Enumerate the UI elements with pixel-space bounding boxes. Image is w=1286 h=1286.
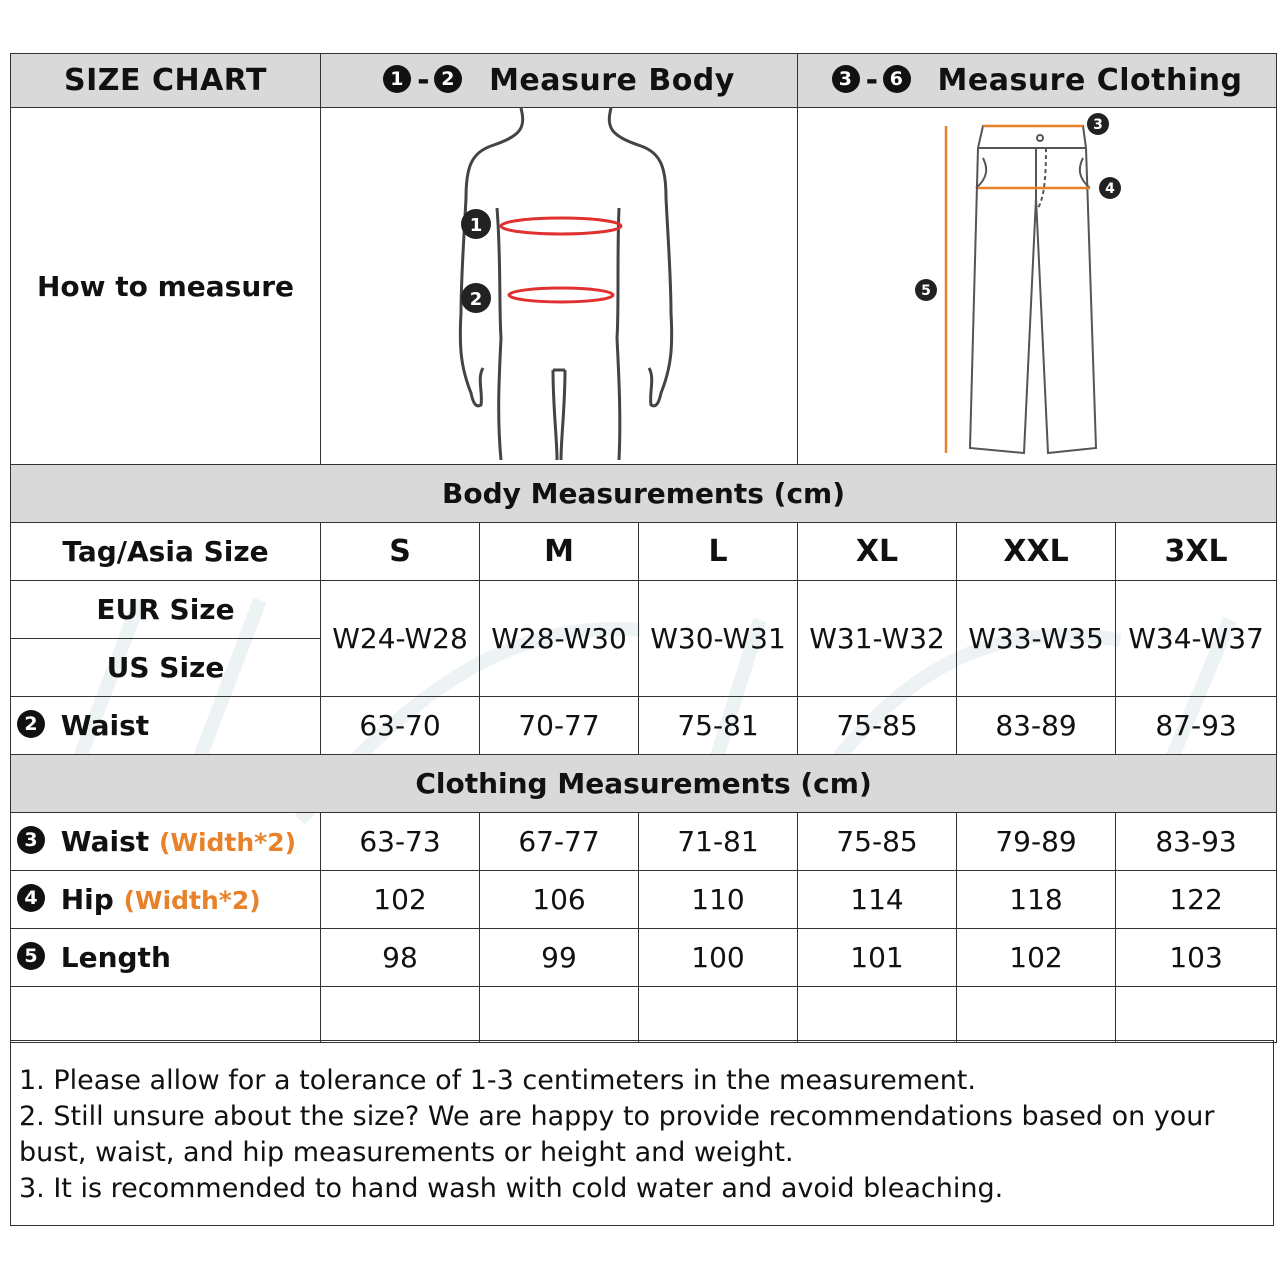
body-waist-3xl: 87-93 — [1116, 697, 1277, 755]
clothing-hip-xl: 114 — [798, 871, 957, 929]
clothing-waist-s: 63-73 — [321, 813, 480, 871]
size-chart-title: SIZE CHART — [11, 54, 321, 108]
waist-range-3xl: W34-W37 — [1116, 581, 1277, 697]
size-xxl: XXL — [957, 523, 1116, 581]
size-s: S — [321, 523, 480, 581]
notes-box — [10, 1040, 1274, 1226]
size-xl: XL — [798, 523, 957, 581]
clothing-waist-row — [11, 813, 1277, 871]
eur-size-label: EUR Size — [11, 581, 321, 639]
body-waist-row — [11, 697, 1277, 755]
clothing-hip-row — [11, 871, 1277, 929]
clothing-length-label: 5 Length — [11, 929, 321, 987]
marker-2: 2 — [469, 289, 483, 310]
body-measurements-title: Body Measurements (cm) — [11, 465, 1277, 523]
clothing-waist-l: 71-81 — [639, 813, 798, 871]
empty-row — [11, 987, 1277, 1043]
number-5-icon: 5 — [17, 942, 45, 970]
tag-size-label: Tag/Asia Size — [11, 523, 321, 581]
number-2-icon: 2 — [17, 710, 45, 738]
clothing-waist-label: 3 Waist (Width*2) — [11, 813, 321, 871]
clothing-hip-label: 4 Hip (Width*2) — [11, 871, 321, 929]
number-6-icon: 6 — [883, 65, 911, 93]
note-2: 2. Still unsure about the size? We are happy to provide recommendations based on your bust, waist, and hip measurements or height and weight. — [19, 1101, 1215, 1168]
clothing-length-s: 98 — [321, 929, 480, 987]
note-3: 3. It is recommended to hand wash with cold water and avoid bleaching. — [19, 1173, 1004, 1204]
body-diagram — [321, 108, 798, 465]
clothing-measurements-title: Clothing Measurements (cm) — [11, 755, 1277, 813]
waist-range-s: W24-W28 — [321, 581, 480, 697]
clothing-waist-m: 67-77 — [480, 813, 639, 871]
number-3-icon: 3 — [17, 826, 45, 854]
waist-range-xxl: W33-W35 — [957, 581, 1116, 697]
measure-clothing-label: Measure Clothing — [937, 63, 1243, 98]
body-waist-l: 75-81 — [639, 697, 798, 755]
size-m: M — [480, 523, 639, 581]
pants-figure-icon — [798, 108, 1276, 460]
clothing-length-l: 100 — [639, 929, 798, 987]
marker-5: 5 — [921, 283, 931, 299]
measure-body-header: 1 - 2 Measure Body — [321, 54, 798, 108]
clothing-waist-3xl: 83-93 — [1116, 813, 1277, 871]
waist-range-m: W28-W30 — [480, 581, 639, 697]
clothing-length-xxl: 102 — [957, 929, 1116, 987]
marker-3: 3 — [1093, 117, 1103, 133]
measure-body-label: Measure Body — [489, 63, 735, 98]
size-l: L — [639, 523, 798, 581]
clothing-hip-3xl: 122 — [1116, 871, 1277, 929]
body-waist-s: 63-70 — [321, 697, 480, 755]
clothing-length-row — [11, 929, 1277, 987]
number-1-icon: 1 — [383, 65, 411, 93]
body-waist-m: 70-77 — [480, 697, 639, 755]
number-2-icon: 2 — [434, 65, 462, 93]
clothing-length-m: 99 — [480, 929, 639, 987]
pants-diagram — [798, 108, 1277, 465]
body-waist-xl: 75-85 — [798, 697, 957, 755]
clothing-hip-xxl: 118 — [957, 871, 1116, 929]
clothing-hip-m: 106 — [480, 871, 639, 929]
clothing-waist-xxl: 79-89 — [957, 813, 1116, 871]
body-waist-label: 2 Waist — [11, 697, 321, 755]
clothing-hip-s: 102 — [321, 871, 480, 929]
clothing-hip-l: 110 — [639, 871, 798, 929]
body-figure-icon — [321, 108, 798, 460]
waist-range-l: W30-W31 — [639, 581, 798, 697]
clothing-length-xl: 101 — [798, 929, 957, 987]
note-1: 1. Please allow for a tolerance of 1-3 centimeters in the measurement. — [19, 1065, 976, 1096]
size-3xl: 3XL — [1116, 523, 1277, 581]
size-row — [11, 523, 1277, 581]
marker-1: 1 — [469, 215, 483, 236]
size-chart-table — [10, 53, 1277, 1043]
us-size-label: US Size — [11, 639, 321, 697]
clothing-length-3xl: 103 — [1116, 929, 1277, 987]
clothing-waist-xl: 75-85 — [798, 813, 957, 871]
body-waist-xxl: 83-89 — [957, 697, 1116, 755]
measure-clothing-header: 3 - 6 Measure Clothing — [798, 54, 1277, 108]
waist-range-xl: W31-W32 — [798, 581, 957, 697]
marker-4: 4 — [1105, 181, 1115, 197]
number-3-icon: 3 — [832, 65, 860, 93]
number-4-icon: 4 — [17, 884, 45, 912]
how-to-measure-label: How to measure — [11, 108, 321, 465]
